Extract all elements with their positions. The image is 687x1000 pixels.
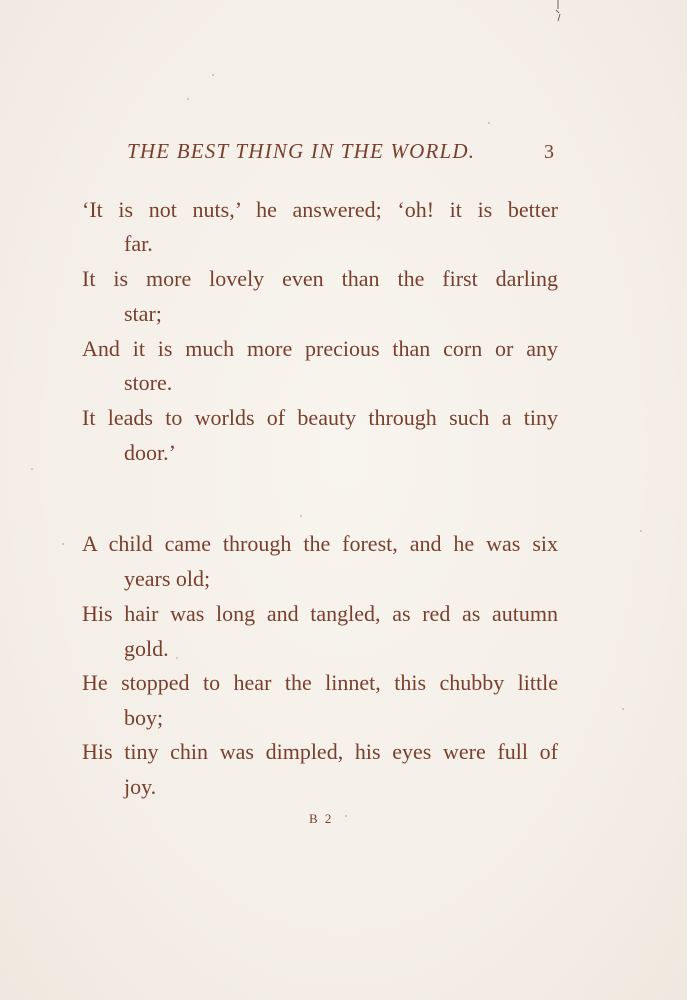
- poem-line: It is more lovely even than the first darling: [82, 266, 558, 291]
- poem-line: His tiny chin was dimpled, his eyes were full of: [82, 739, 558, 764]
- page-number: 3: [544, 141, 554, 163]
- paper-speck: [212, 74, 214, 76]
- paper-speck: [640, 530, 642, 532]
- poem-line: It leads to worlds of beauty through such a tiny: [82, 405, 558, 430]
- paper-speck: [176, 657, 178, 659]
- poem-line-continuation: years old;: [124, 566, 211, 591]
- paper-speck: [31, 468, 33, 470]
- margin-pencil-mark: [552, 0, 566, 22]
- poem-line-continuation: door.’: [124, 440, 176, 465]
- paper-speck: [622, 708, 624, 710]
- poem-line: ‘It is not nuts,’ he answered; ‘oh! it is better: [82, 197, 558, 222]
- paper-speck: [488, 122, 490, 124]
- poem-line: A child came through the forest, and he was six: [82, 531, 558, 556]
- poem-line-continuation: gold.: [124, 636, 169, 661]
- poem-line: And it is much more precious than corn or any: [82, 336, 558, 361]
- poem-line-continuation: store.: [124, 370, 173, 395]
- paper-speck: [300, 515, 302, 517]
- signature-mark: B 2: [309, 811, 334, 826]
- poem-line-continuation: far.: [124, 231, 153, 256]
- poem-line-continuation: star;: [124, 301, 162, 326]
- poem-line-continuation: boy;: [124, 705, 164, 730]
- paper-speck: [187, 98, 189, 100]
- paper-speck: [62, 543, 64, 545]
- poem-line: He stopped to hear the linnet, this chubby little: [82, 670, 558, 695]
- running-title: THE BEST THING IN THE WORLD.: [127, 139, 476, 163]
- poem-line-continuation: joy.: [124, 774, 157, 799]
- poem-line: His hair was long and tangled, as red as autumn: [82, 601, 558, 626]
- paper-speck: [345, 815, 347, 817]
